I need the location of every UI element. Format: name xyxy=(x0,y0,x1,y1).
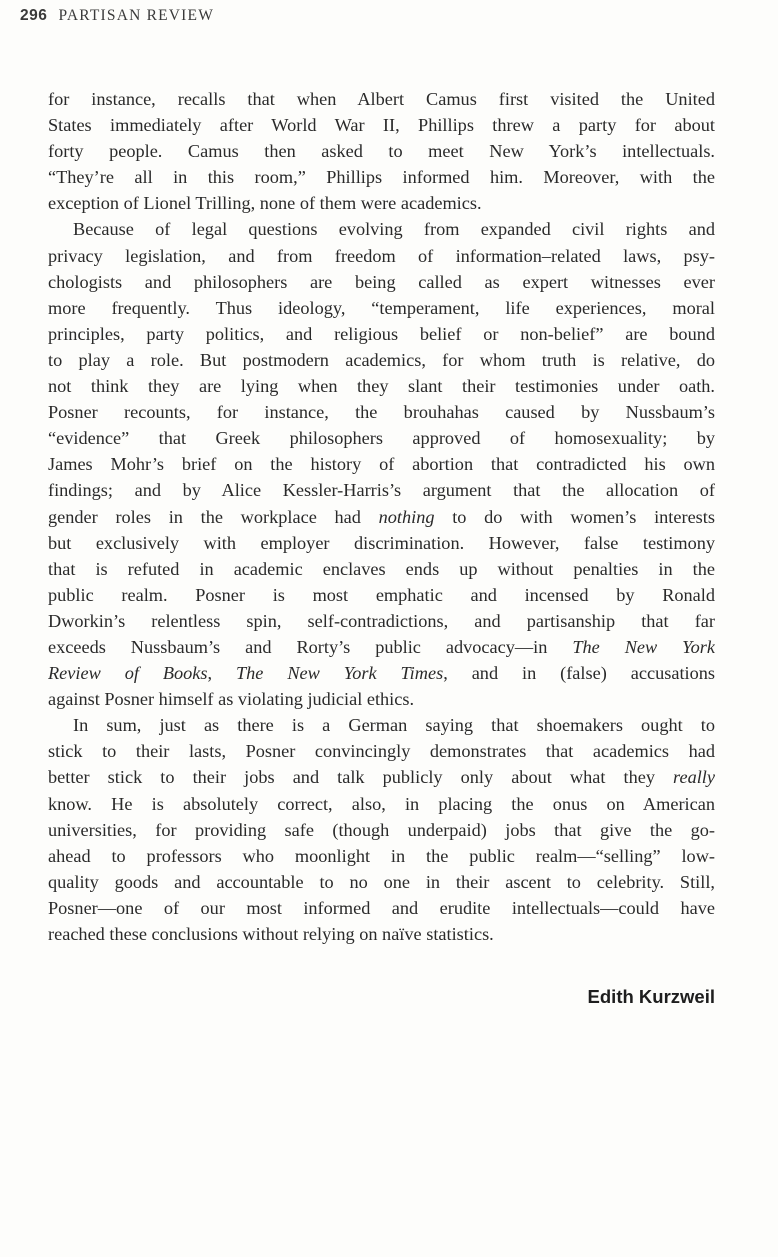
text-line xyxy=(48,373,715,399)
text-segment: ahead to professors who moonlight in the public realm—“selling” low- xyxy=(48,845,715,866)
text-segment: to play a role. But postmodern academics, for whom truth is relative, do xyxy=(48,349,715,370)
text-segment: not think they are lying when they slant their testimonies under oath. xyxy=(48,376,715,397)
text-line xyxy=(48,504,715,530)
text-segment: “evidence” that Greek philosophers approved of homosexuality; by xyxy=(48,428,715,449)
text-line xyxy=(48,634,715,660)
author-signature: Edith Kurzweil xyxy=(587,986,715,1007)
paragraph xyxy=(48,712,715,947)
text-segment: public realm. Posner is most emphatic and incensed by Ronald xyxy=(48,584,715,605)
text-line xyxy=(48,190,715,216)
running-head xyxy=(20,7,214,25)
text-segment: to do with women’s interests xyxy=(434,506,715,527)
text-line xyxy=(48,243,715,269)
text-segment: , xyxy=(207,663,236,684)
text-line xyxy=(48,86,715,112)
text-segment: quality goods and accountable to no one in their ascent to celebrity. Still, xyxy=(48,871,715,892)
text-segment: that is refuted in academic enclaves ends up without penalties in the xyxy=(48,558,715,579)
text-segment: forty people. Camus then asked to meet New York’s intellectuals. xyxy=(48,141,715,162)
italic-text: nothing xyxy=(378,506,435,527)
text-segment: , and in (false) accusations xyxy=(443,663,715,684)
text-segment: findings; and by Alice Kessler-Harris’s argument that the allocation of xyxy=(48,480,715,501)
text-line xyxy=(48,764,715,790)
article-body xyxy=(48,86,715,947)
text-segment: reached these conclusions without relying on naïve statistics. xyxy=(48,924,494,944)
text-segment: principles, party politics, and religious belief or non-belief” are bound xyxy=(48,323,715,344)
text-line xyxy=(48,138,715,164)
text-segment: Posner—one of our most informed and erudite intellectuals—could have xyxy=(48,897,715,918)
text-line xyxy=(48,738,715,764)
text-line xyxy=(48,530,715,556)
text-line xyxy=(48,216,715,242)
text-segment: States immediately after World War II, Phillips threw a party for about xyxy=(48,115,715,136)
text-line xyxy=(48,321,715,347)
text-segment: In sum, just as there is a German saying that shoemakers ought to xyxy=(73,715,715,736)
text-segment: more frequently. Thus ideology, “temperament, life experiences, moral xyxy=(48,297,715,318)
text-line xyxy=(48,921,715,947)
text-line xyxy=(48,817,715,843)
text-line xyxy=(48,791,715,817)
text-segment: stick to their lasts, Posner convincingly demonstrates that academics had xyxy=(48,741,715,762)
text-line xyxy=(48,869,715,895)
text-segment: Posner recounts, for instance, the brouhahas caused by Nussbaum’s xyxy=(48,402,715,423)
text-line xyxy=(48,895,715,921)
italic-text: Review of Books xyxy=(48,663,208,684)
text-segment: Because of legal questions evolving from expanded civil rights and xyxy=(73,219,715,240)
italic-text: The New York xyxy=(572,636,715,657)
text-segment: Dworkin’s relentless spin, self-contradictions, and partisanship that far xyxy=(48,610,715,631)
text-line xyxy=(48,425,715,451)
text-segment: exception of Lionel Trilling, none of them were academics. xyxy=(48,193,482,214)
text-line xyxy=(48,399,715,425)
text-segment: James Mohr’s brief on the history of abortion that contradicted his own xyxy=(48,454,715,475)
text-segment: universities, for providing safe (though underpaid) jobs that give the go- xyxy=(48,819,715,840)
text-line xyxy=(48,712,715,738)
page-number: 296 xyxy=(20,7,48,24)
text-segment: for instance, recalls that when Albert Camus first visited the United xyxy=(48,89,715,109)
text-segment: exceeds Nussbaum’s and Rorty’s public advocacy—in xyxy=(48,636,573,657)
text-line xyxy=(48,608,715,634)
text-line xyxy=(48,556,715,582)
text-segment: “They’re all in this room,” Phillips informed him. Moreover, with the xyxy=(48,167,715,188)
text-line xyxy=(48,660,715,686)
journal-title: PARTISAN REVIEW xyxy=(58,7,215,24)
text-segment: better stick to their jobs and talk publicly only about what they xyxy=(48,767,674,788)
text-line xyxy=(48,347,715,373)
text-line xyxy=(48,477,715,503)
text-segment: gender roles in the workplace had xyxy=(48,506,379,527)
text-line xyxy=(48,269,715,295)
text-segment: against Posner himself as violating judicial ethics. xyxy=(48,689,415,710)
italic-text: really xyxy=(673,767,715,788)
text-line xyxy=(48,686,715,712)
text-line xyxy=(48,112,715,138)
text-segment: know. He is absolutely correct, also, in placing the onus on American xyxy=(48,793,715,814)
text-segment: privacy legislation, and from freedom of information–related laws, psy- xyxy=(48,245,715,266)
italic-text: The New York Times xyxy=(236,663,444,684)
text-line xyxy=(48,843,715,869)
text-segment: chologists and philosophers are being called as expert witnesses ever xyxy=(48,271,715,292)
text-line xyxy=(48,451,715,477)
text-line xyxy=(48,164,715,190)
paragraph xyxy=(48,216,715,712)
paragraph xyxy=(48,86,715,216)
text-segment: but exclusively with employer discrimination. However, false testimony xyxy=(48,532,715,553)
text-line xyxy=(48,295,715,321)
text-line xyxy=(48,582,715,608)
